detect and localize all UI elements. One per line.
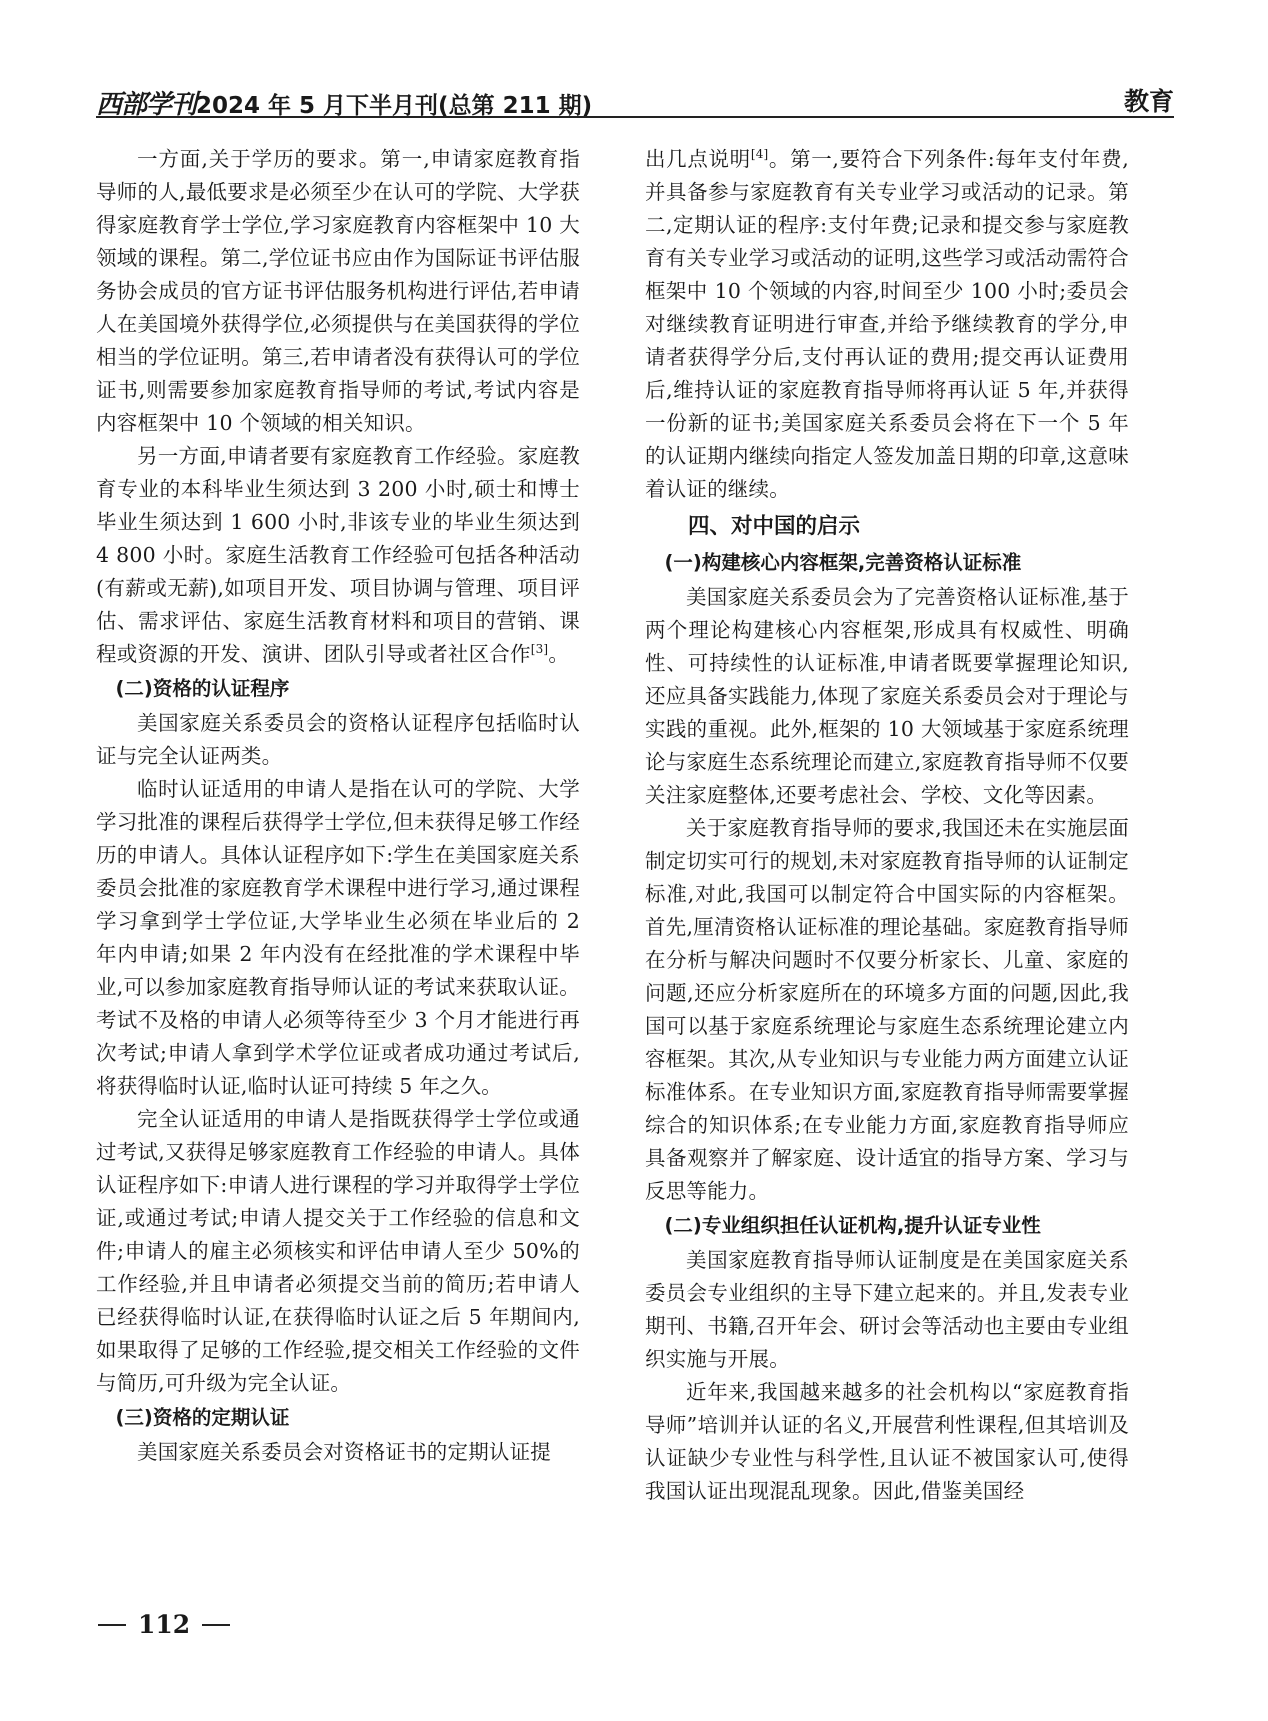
body-paragraph — [645, 143, 1129, 506]
subsection-heading — [96, 672, 580, 706]
paragraph-text: (二)资格的认证程序 — [115, 677, 290, 700]
paragraph-text: 四、对中国的启示 — [688, 514, 861, 539]
paragraph-text: 临时认证适用的申请人是指在认可的学院、大学学习批准的课程后获得学士学位,但未获得足够工作经历的申请人。具体认证程序如下:学生在美国家庭关系委员会批准的家庭教育学术课程中进行学习,通过课程学习拿到学士学位证,大学毕业生必须在毕业后的 2 年内申请;如果 2 年内没有在经批准的学术课程中毕业,可以参加家庭教育指导师认证的考试来获取认证。考试不及格的申请人必须等待至少 3 个月才能进行再次考试;申请人拿到学术学位证或者成功通过考试后,将获得临时认证,临时认证可持续 5 年之久。 — [96, 777, 580, 1098]
paragraph-text: (三)资格的定期认证 — [115, 1406, 290, 1429]
paragraph-text: 完全认证适用的申请人是指既获得学士学位或通过考试,又获得足够家庭教育工作经验的申请人。具体认证程序如下:申请人进行课程的学习并取得学士学位证,或通过考试;申请人提交关于工作经验的信息和文件;申请人的雇主必须核实和评估申请人至少 50%的工作经验,并且申请者必须提交当前的简历;若申请人已经获得临时认证,在获得临时认证之后 5 年期间内,如果取得了足够的工作经验,提交相关工作经验的文件与简历,可升级为完全认证。 — [96, 1107, 580, 1395]
subsection-heading — [645, 1209, 1129, 1243]
paragraph-tail: 。第一,要符合下列条件:每年支付年费,并具备参与家庭教育有关专业学习或活动的记录。第二,定期认证的程序:支付年费;记录和提交参与家庭教育有关专业学习或活动的证明,这些学习或活动需符合框架中 10 个领域的内容,时间至少 100 小时;委员会对继续教育证明进行审查,并给予继续教育的学分,申请者获得学分后,支付再认证的费用;提交再认证费用后,维持认证的家庭教育指导师将再认证 5 年,并获得一份新的证书;美国家庭关系委员会将在下一个 5 年的认证期内继续向指定人签发加盖日期的印章,这意味着认证的继续。 — [645, 147, 1129, 501]
paragraph-text: 另一方面,申请者要有家庭教育工作经验。家庭教育专业的本科毕业生须达到 3 200 小时,硕士和博士毕业生须达到 1 600 小时,非该专业的毕业生须达到 4 800 小时。家庭生活教育工作经验可包括各种活动(有薪或无薪),如项目开发、项目协调与管理、项目评估、需求评估、家庭生活教育材料和项目的营销、课程或资源的开发、演讲、团队引导或者社区合作 — [96, 444, 580, 666]
paragraph-text: 近年来,我国越来越多的社会机构以“家庭教育指导师”培训并认证的名义,开展营利性课程,但其培训及认证缺少专业性与科学性,且认证不被国家认可,使得我国认证出现混乱现象。因此,借鉴美国经 — [645, 1380, 1129, 1503]
body-paragraph — [96, 707, 580, 773]
body-paragraph — [645, 1244, 1129, 1376]
left-column — [96, 143, 580, 1469]
right-column — [645, 143, 1129, 1508]
running-header — [96, 78, 1174, 118]
citation-ref: [4] — [750, 147, 769, 162]
body-paragraph — [645, 812, 1129, 1208]
body-paragraph — [96, 1103, 580, 1400]
footer-dash-right — [202, 1624, 230, 1626]
body-paragraph — [96, 773, 580, 1103]
body-paragraph — [96, 440, 580, 671]
body-paragraph — [96, 143, 580, 440]
section-tag: 教育 — [1123, 87, 1174, 116]
paragraph-text: 出几点说明 — [645, 147, 751, 171]
paragraph-text: 美国家庭关系委员会对资格证书的定期认证提 — [137, 1440, 551, 1464]
body-paragraph — [645, 581, 1129, 812]
page-number: 112 — [138, 1610, 191, 1639]
citation-ref: [3] — [530, 642, 549, 657]
paragraph-text: (一)构建核心内容框架,完善资格认证标准 — [664, 551, 1022, 574]
subsection-heading — [96, 1401, 580, 1435]
subsection-heading — [645, 546, 1129, 580]
paragraph-text: (二)专业组织担任认证机构,提升认证专业性 — [664, 1214, 1041, 1237]
section-heading — [645, 509, 1129, 545]
paragraph-text: 一方面,关于学历的要求。第一,申请家庭教育指导师的人,最低要求是必须至少在认可的学院、大学获得家庭教育学士学位,学习家庭教育内容框架中 10 大领域的课程。第二,学位证书应由作为国际证书评估服务协会成员的官方证书评估服务机构进行评估,若申请人在美国境外获得学位,必须提供与在美国获得的学位相当的学位证明。第三,若申请者没有获得认可的学位证书,则需要参加家庭教育指导师的考试,考试内容是内容框架中 10 个领域的相关知识。 — [96, 147, 580, 435]
body-paragraph — [96, 1436, 580, 1469]
footer-dash-left — [98, 1624, 126, 1626]
paragraph-text: 美国家庭关系委员会为了完善资格认证标准,基于两个理论构建核心内容框架,形成具有权威性、明确性、可持续性的认证标准,申请者既要掌握理论知识,还应具备实践能力,体现了家庭关系委员会对于理论与实践的重视。此外,框架的 10 大领域基于家庭系统理论与家庭生态系统理论而建立,家庭教育指导师不仅要关注家庭整体,还要考虑社会、学校、文化等因素。 — [645, 585, 1129, 807]
paragraph-text: 美国家庭教育指导师认证制度是在美国家庭关系委员会专业组织的主导下建立起来的。并且,发表专业期刊、书籍,召开年会、研讨会等活动也主要由专业组织实施与开展。 — [645, 1248, 1129, 1371]
paragraph-tail: 。 — [548, 642, 570, 666]
header-rule — [96, 116, 1174, 118]
paragraph-text: 关于家庭教育指导师的要求,我国还未在实施层面制定切实可行的规划,未对家庭教育指导师的认证制定标准,对此,我国可以制定符合中国实际的内容框架。首先,厘清资格认证标准的理论基础。家庭教育指导师在分析与解决问题时不仅要分析家长、儿童、家庭的问题,还应分析家庭所在的环境多方面的问题,因此,我国可以基于家庭系统理论与家庭生态系统理论建立内容框架。其次,从专业知识与专业能力两方面建立认证标准体系。在专业知识方面,家庭教育指导师需要掌握综合的知识体系;在专业能力方面,家庭教育指导师应具备观察并了解家庭、设计适宜的指导方案、学习与反思等能力。 — [645, 816, 1129, 1203]
journal-logo: 西部学刊 — [96, 90, 197, 120]
page-footer — [98, 1610, 230, 1639]
body-paragraph — [645, 1376, 1129, 1508]
paragraph-text: 美国家庭关系委员会的资格认证程序包括临时认证与完全认证两类。 — [96, 711, 580, 768]
issue-info: 2024 年 5 月下半月刊(总第 211 期) — [196, 93, 593, 119]
